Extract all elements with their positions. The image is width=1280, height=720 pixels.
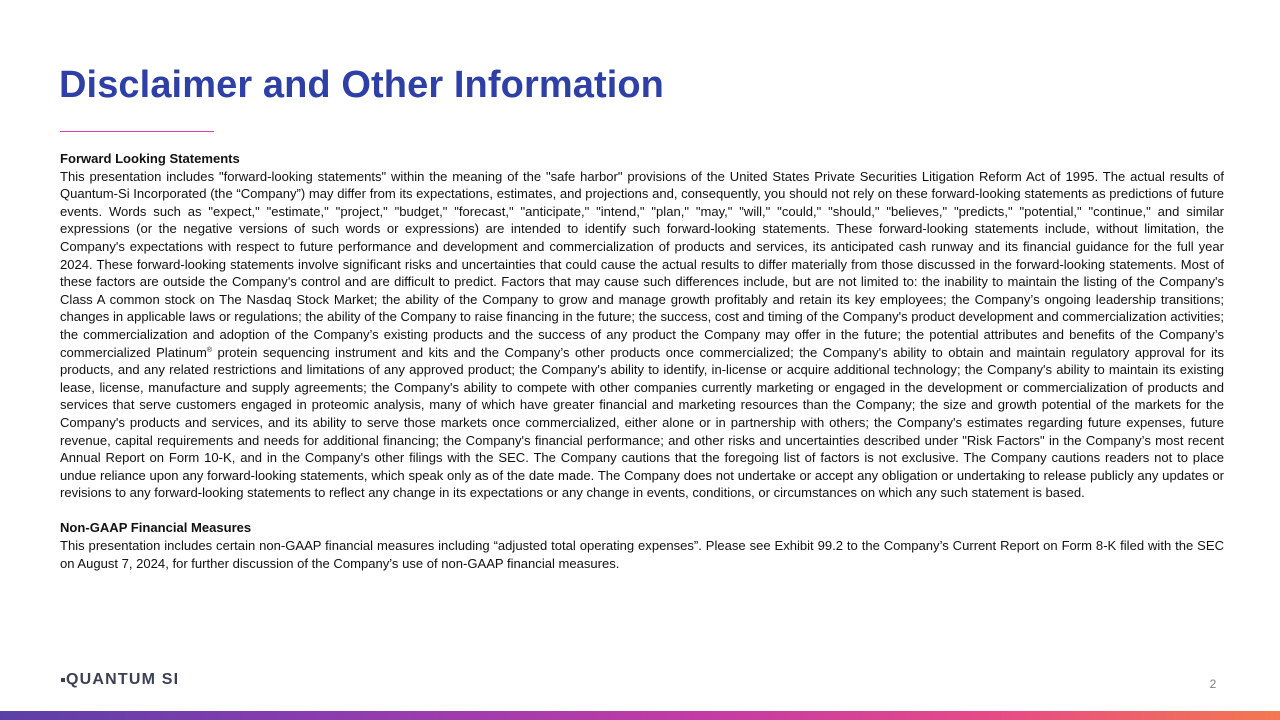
forward-looking-paragraph xyxy=(60,168,1224,502)
section-spacer xyxy=(60,502,1224,520)
forward-looking-text-part-1: This presentation includes "forward-looking statements" within the meaning of the "safe harbor" provisions of the United States Private Securities Litigation Reform Act of 1995. The actual results of Quantum-Si Incorporated (the “Company”) may differ from its expectations, estimates, and projections and, consequently, you should not rely on these forward-looking statements as predictions of future events. Words such as "expect," "estimate," "project," "budget," "forecast," "anticipate," "intend," "plan," "may," "will," "could," "should," "believes," "predicts," "potential," "continue," and similar expressions (or the negative versions of such words or expressions) are intended to identify such forward-looking statements. These forward-looking statements include, without limitation, the Company's expectations with respect to future performance and development and commercialization of products and services, its anticipated cash runway and its financial guidance for the full year 2024. These forward-looking statements involve significant risks and uncertainties that could cause the actual results to differ materially from those discussed in the forward-looking statements. Most of these factors are outside the Company's control and are difficult to predict. Factors that may cause such differences include, but are not limited to: the inability to maintain the listing of the Company's Class A common stock on The Nasdaq Stock Market; the ability of the Company to grow and manage growth profitably and retain its key employees; the Company’s ongoing leadership transitions; changes in applicable laws or regulations; the ability of the Company to raise financing in the future; the success, cost and timing of the Company's product development and commercialization activities; the commercialization and adoption of the Company’s existing products and the success of any product the Company may offer in the future; the potential attributes and benefits of the Company’s commercialized Platinum xyxy=(60,168,1224,360)
non-gaap-heading: Non-GAAP Financial Measures xyxy=(60,520,252,536)
logo-wordmark: QUANTUM SI xyxy=(66,671,180,688)
forward-looking-heading: Forward Looking Statements xyxy=(60,151,240,166)
disclaimer-body xyxy=(60,150,1224,572)
quantum-si-logo xyxy=(60,670,179,690)
forward-looking-text-part-2: protein sequencing instrument and kits and the Company’s other products once commercialized; the Company's ability to obtain and maintain regulatory approval for its products, and any related restrictions and limitations of any approved product; the Company's ability to identify, in-license or acquire additional technology; the Company's ability to maintain its existing lease, license, manufacture and supply agreements; the Company's ability to compete with other companies currently marketing or engaged in the development or commercialization of products and services that serve customers engaged in proteomic analysis, many of which have greater financial and marketing resources than the Company; the size and growth potential of the markets for the Company's products and services, and its ability to serve those markets once commercialized, either alone or in partnership with others; the Company's estimates regarding future expenses, future revenue, capital requirements and needs for additional financing; the Company's financial performance; and other risks and uncertainties described under "Risk Factors" in the Company’s most recent Annual Report on Form 10-K, and in the Company's other filings with the SEC. The Company cautions that the foregoing list of factors is not exclusive. The Company cautions readers not to place undue reliance upon any forward-looking statements, which speak only as of the date made. The Company does not undertake or accept any obligation or undertaking to release publicly any updates or revisions to any forward-looking statements to reflect any change in its expectations or any change in events, conditions, or circumstances on which any such statement is based. xyxy=(60,344,1224,501)
page-number: 2 xyxy=(1209,677,1217,691)
title-underline xyxy=(60,131,214,132)
non-gaap-paragraph: This presentation includes certain non-GAAP financial measures including “adjusted total operating expenses”. Please see Exhibit 99.2 to the Company’s Current Report on Form 8-K filed with the SEC on August 7, 2024, for further discussion of the Company’s use of non-GAAP financial measures. xyxy=(60,538,1224,571)
registered-trademark-mark: ® xyxy=(206,346,213,354)
bottom-gradient-bar xyxy=(0,711,1280,720)
slide-title: Disclaimer and Other Information xyxy=(59,64,664,106)
